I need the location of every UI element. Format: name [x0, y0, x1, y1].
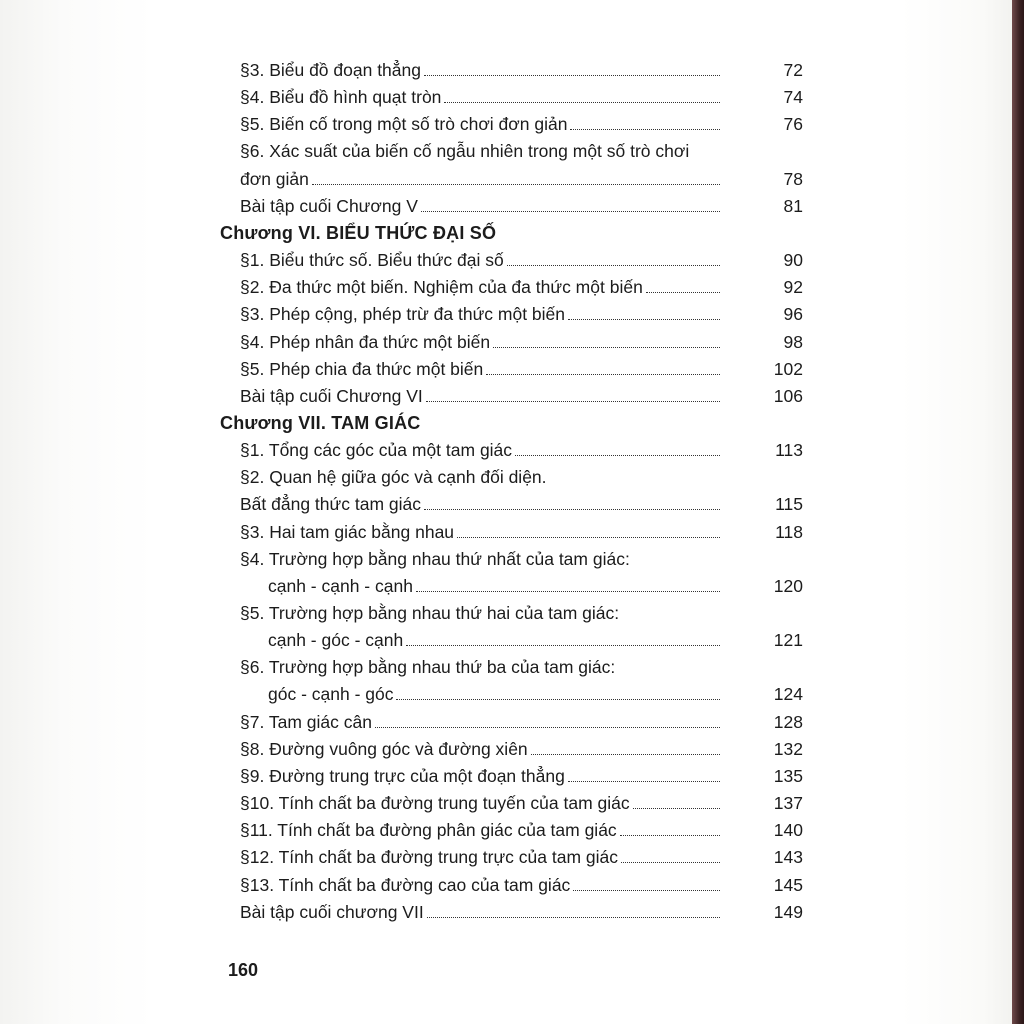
leader-dots [427, 917, 720, 918]
toc-entry-page: 90 [783, 250, 803, 271]
leader-dots [426, 401, 720, 402]
toc-entry-title: §4. Phép nhân đa thức một biến [240, 331, 491, 352]
toc-entry-title: cạnh - cạnh - cạnh [268, 575, 413, 596]
leader-dots [620, 835, 720, 836]
toc-entry-page: 81 [783, 195, 803, 216]
toc-entry-page: 106 [773, 385, 803, 406]
toc-entry-page: 132 [773, 738, 803, 759]
leader-dots [312, 184, 720, 185]
leader-dots [515, 455, 720, 456]
toc-entry-title: §3. Biểu đồ đoạn thẳng [240, 60, 421, 80]
toc-entry-title: §7. Tam giác cân [240, 711, 372, 732]
toc-entry-page: 113 [775, 440, 803, 461]
toc-entry [0, 897, 1024, 927]
toc-entry [0, 489, 1024, 519]
toc-entry-page: 137 [773, 793, 803, 814]
toc-entry-title: đơn giản [240, 168, 309, 189]
toc-entry-title: §3. Hai tam giác bằng nhau [240, 521, 455, 542]
toc-entry [0, 327, 1024, 357]
toc-entry [0, 299, 1024, 329]
toc-entry [0, 164, 1024, 194]
leader-dots [424, 75, 720, 76]
toc-entry-title: §9. Đường trung trực của một đoạn thẳng [240, 765, 565, 786]
toc-entry [0, 82, 1024, 112]
toc-entry [0, 652, 1024, 682]
toc-entry-title: Bài tập cuối Chương V [240, 195, 418, 216]
toc-entry-title: §5. Phép chia đa thức một biến [240, 358, 484, 379]
toc-entry-page: 76 [783, 114, 803, 135]
leader-dots [406, 645, 720, 646]
leader-dots [421, 211, 720, 212]
toc-entry [0, 870, 1024, 900]
leader-dots [568, 319, 720, 320]
toc-entry-page: 121 [773, 630, 803, 651]
toc-entry-page: 115 [775, 494, 803, 515]
toc-entry-title: §8. Đường vuông góc và đường xiên [240, 738, 528, 759]
leader-dots [396, 699, 720, 700]
toc-entry-page: 98 [783, 331, 803, 352]
toc-entry-page: 96 [783, 304, 803, 325]
toc-entry-page: 149 [773, 901, 803, 922]
toc-entry-title: §10. Tính chất ba đường trung tuyến của tam giác [240, 793, 630, 814]
leader-dots [493, 347, 720, 348]
toc-entry-title: Bài tập cuối chương VII [240, 901, 424, 922]
leader-dots [444, 102, 720, 103]
toc-entry-title: §6. Trường hợp bằng nhau thứ ba của tam giác: [240, 657, 616, 678]
chapter-heading: Chương VII. TAM GIÁC [220, 412, 421, 433]
leader-dots [486, 374, 720, 375]
page-number: 160 [228, 960, 259, 980]
toc-entry [0, 55, 1024, 85]
toc-entry [0, 679, 1024, 709]
toc-entry-page: 120 [773, 575, 803, 596]
toc-entry [0, 272, 1024, 302]
toc-entry [0, 354, 1024, 384]
toc-entry-page: 124 [773, 684, 803, 705]
toc-entry-title: §4. Trường hợp bằng nhau thứ nhất của tam giác: [240, 548, 630, 569]
toc-entry-title: §2. Đa thức một biến. Nghiệm của đa thức một biến [240, 277, 643, 298]
toc-entry-page: 78 [783, 168, 803, 189]
toc-entry-title: góc - cạnh - góc [268, 684, 394, 705]
toc-entry-page: 128 [773, 711, 803, 732]
toc-entry-page: 72 [783, 60, 803, 80]
toc-entry-title: Bất đẳng thức tam giác [240, 494, 421, 515]
toc-entry-title: §5. Biến cố trong một số trò chơi đơn giản [240, 114, 568, 135]
toc-entry [0, 136, 1024, 166]
leader-dots [531, 754, 720, 755]
leader-dots [424, 509, 720, 510]
toc-entry [0, 435, 1024, 465]
toc-entry [0, 788, 1024, 818]
toc-entry [0, 544, 1024, 574]
toc-entry-title: §2. Quan hệ giữa góc và cạnh đối diện. [240, 467, 547, 488]
toc-entry-page: 102 [773, 358, 803, 379]
toc-entry [0, 517, 1024, 547]
leader-dots [570, 129, 720, 130]
toc-entry [0, 815, 1024, 845]
toc-entry-title: §1. Tổng các góc của một tam giác [240, 440, 513, 461]
toc-entry [0, 191, 1024, 221]
toc-entry-page: 145 [773, 874, 803, 895]
leader-dots [416, 591, 720, 592]
toc-entry-title: §3. Phép cộng, phép trừ đa thức một biến [240, 304, 566, 325]
toc-entry-title: §5. Trường hợp bằng nhau thứ hai của tam giác: [240, 603, 620, 623]
toc-entry-title: Bài tập cuối Chương VI [240, 385, 423, 406]
leader-dots [507, 265, 720, 266]
toc-entry-page: 118 [775, 521, 803, 542]
toc-entry-title: §4. Biểu đồ hình quạt tròn [240, 87, 442, 108]
toc-entry-page: 135 [773, 765, 803, 786]
toc-entry-title: §11. Tính chất ba đường phân giác của tam giác [240, 820, 617, 841]
chapter-heading: Chương VI. BIỂU THỨC ĐẠI SỐ [220, 222, 497, 243]
toc-entry [0, 707, 1024, 737]
toc-entry-page: 92 [783, 277, 803, 298]
toc-entry [0, 734, 1024, 764]
toc-entry [0, 462, 1024, 492]
toc-entry-title: cạnh - góc - cạnh [268, 630, 404, 651]
leader-dots [568, 781, 720, 782]
leader-dots [633, 808, 720, 809]
leader-dots [457, 537, 720, 538]
toc-entry-title: §1. Biểu thức số. Biểu thức đại số [240, 250, 504, 271]
leader-dots [646, 292, 720, 293]
toc-entry-page: 74 [783, 87, 803, 108]
toc-entry-page: 140 [773, 820, 803, 841]
toc-entry-page: 143 [773, 847, 803, 868]
leader-dots [621, 862, 720, 863]
toc-entry-title: §12. Tính chất ba đường trung trực của tam giác [240, 847, 618, 868]
toc-entry [0, 109, 1024, 139]
toc-entry [0, 761, 1024, 791]
leader-dots [375, 727, 720, 728]
toc-entry-title: §13. Tính chất ba đường cao của tam giác [240, 874, 571, 895]
toc-entry-title: §6. Xác suất của biến cố ngẫu nhiên trong một số trò chơi [240, 141, 690, 162]
toc-entry [0, 598, 1024, 628]
toc-entry [0, 842, 1024, 872]
leader-dots [573, 890, 720, 891]
toc-entry [0, 571, 1024, 601]
toc-entry [0, 381, 1024, 411]
toc-entry [0, 625, 1024, 655]
toc-entry [0, 245, 1024, 275]
